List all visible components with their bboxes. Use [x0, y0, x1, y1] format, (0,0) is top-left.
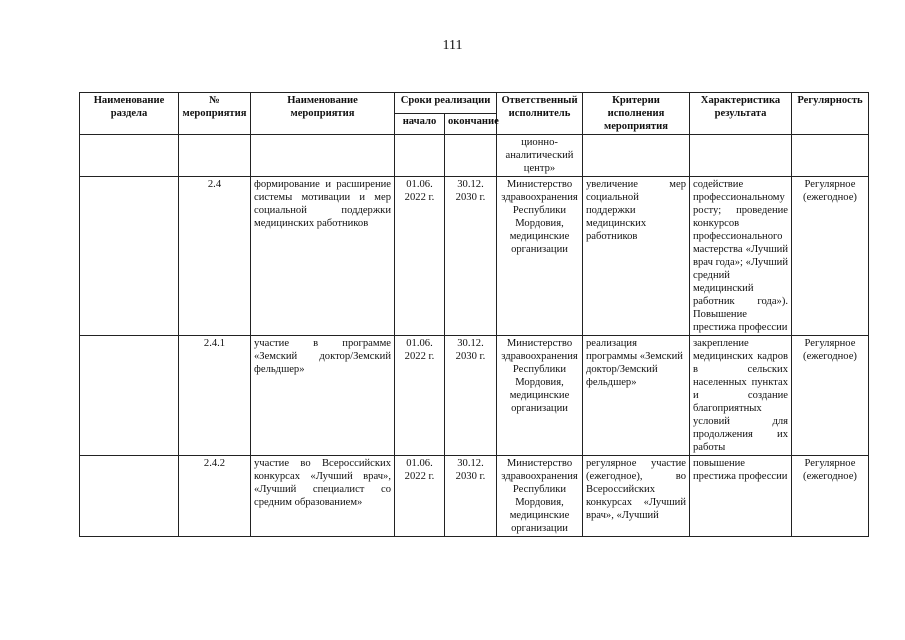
cell-number: 2.4.2 — [179, 456, 251, 537]
cell-section — [80, 336, 179, 456]
cell-section — [80, 177, 179, 336]
cell-responsible: ционно-аналитический центр» — [497, 135, 583, 177]
col-header-start: начало — [395, 114, 445, 135]
cell-result: закрепление медицинских кадров в сельских населенных пунктах и создание благоприятных условий для продолжения их работы — [690, 336, 792, 456]
cell-start: 01.06. 2022 г. — [395, 456, 445, 537]
cell-end: 30.12. 2030 г. — [445, 456, 497, 537]
cell-responsible: Министерство здравоохранения Республики Мордовия, медицинские организации — [497, 456, 583, 537]
col-header-responsible: Ответственный исполнитель — [497, 93, 583, 135]
col-header-end: окончание — [445, 114, 497, 135]
cell-end: 30.12. 2030 г. — [445, 336, 497, 456]
cell-number: 2.4.1 — [179, 336, 251, 456]
cell-name: формирование и расширение системы мотивации и мер социальной поддержки медицинских работников — [251, 177, 395, 336]
header-row — [80, 93, 869, 114]
cell-number: 2.4 — [179, 177, 251, 336]
cell-criteria: регулярное участие (ежегодное), во Всероссийских конкурсах «Лучший врач», «Лучший — [583, 456, 690, 537]
cell-result: повышение престижа профессии — [690, 456, 792, 537]
col-header-terms: Сроки реализации — [395, 93, 497, 114]
cell-criteria: реализация программы «Земский доктор/Земский фельдшер» — [583, 336, 690, 456]
cell-start: 01.06. 2022 г. — [395, 336, 445, 456]
cell-result: содействие профессиональному росту; проведение конкурсов профессионального мастерства «Лучший врач года»; «Лучший средний медицинский работник года»). Повышение престижа профессии — [690, 177, 792, 336]
cell-criteria: увеличение мер социальной поддержки медицинских работников — [583, 177, 690, 336]
cell-section — [80, 456, 179, 537]
cell-regularity: Регулярное (ежегодное) — [792, 177, 869, 336]
cell-name: участие в программе «Земский доктор/Земский фельдшер» — [251, 336, 395, 456]
cell-start: 01.06. 2022 г. — [395, 177, 445, 336]
table-row — [80, 336, 869, 456]
col-header-criteria: Критерии исполнения мероприятия — [583, 93, 690, 135]
col-header-name: Наименование мероприятия — [251, 93, 395, 135]
table-row — [80, 177, 869, 336]
col-header-result: Характеристика результата — [690, 93, 792, 135]
activities-table — [79, 92, 869, 537]
cell-end: 30.12. 2030 г. — [445, 177, 497, 336]
page-number: 111 — [442, 38, 463, 53]
cell-regularity: Регулярное (ежегодное) — [792, 456, 869, 537]
col-header-number: № мероприятия — [179, 93, 251, 135]
cell-regularity: Регулярное (ежегодное) — [792, 336, 869, 456]
table-row-continuation — [80, 135, 869, 177]
cell-responsible: Министерство здравоохранения Республики Мордовия, медицинские организации — [497, 177, 583, 336]
cell-name: участие во Всероссийских конкурсах «Лучший врач», «Лучший специалист со средним образованием» — [251, 456, 395, 537]
cell-responsible: Министерство здравоохранения Республики Мордовия, медицинские организации — [497, 336, 583, 456]
table-row — [80, 456, 869, 537]
col-header-section: Наименование раздела — [80, 93, 179, 135]
col-header-regularity: Регулярность — [792, 93, 869, 135]
